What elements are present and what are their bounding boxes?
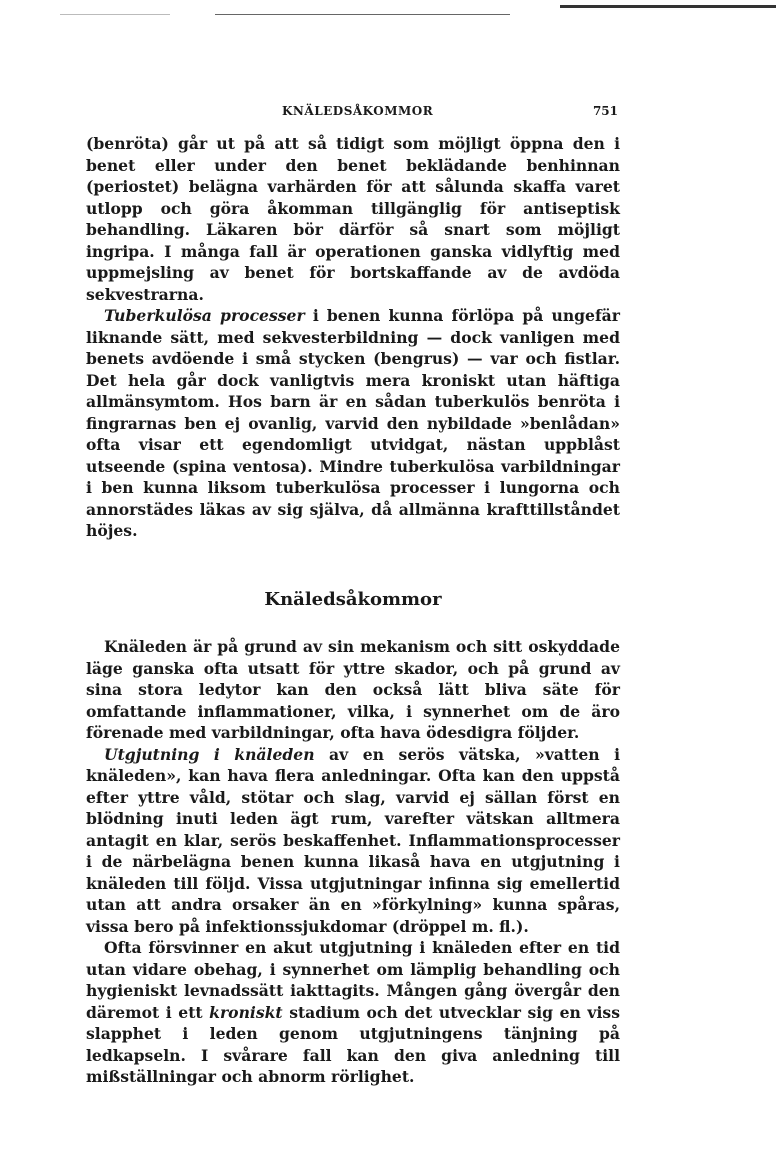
scan-artifact-line <box>560 5 776 8</box>
italic-term: kroniskt <box>209 1002 283 1022</box>
paragraph-text: Knäleden är på grund av sin mekanism och sitt oskyddade läge ganska ofta utsatt för yttre skador, och på grund av sina stora ledytor kan den också lätt bliva säte för omfattande inflammationer, vilka, i synnerhet om de äro förenade med varbildningar, ofta hava ödesdigra följder. <box>86 637 620 742</box>
section-heading: Knäledsåkommor <box>264 588 442 610</box>
paragraph-knaleden-intro <box>86 636 620 744</box>
paragraph-text: i benen kunna förlöpa på ungefär liknande sätt, med sekvesterbildning — dock vanligen med benets avdöende i små stycken (bengrus) — var och fistlar. Det hela går dock vanligtvis mera kroniskt utan häftiga allmänsymtom. Hos barn är en sådan tuberkulös benröta i fingrarnas ben ej ovanlig, varvid den nybildade »benlådan» ofta visar ett egendomligt utvidgat, nästan uppblåst utseende (spina ventosa). Mindre tuberkulösa varbildningar i ben kunna liksom tuberkulösa processer i lungorna och annorstädes läkas av sig själva, då allmänna krafttillståndet höjes. <box>86 306 621 540</box>
scan-artifact-line <box>60 14 170 15</box>
paragraph-text: Ofta försvinner en akut utgjutning i knäleden efter en tid utan vidare obehag, i synnerhet om lämplig behandling och hygieniskt levnadssätt iakttagits. Mången gång övergår den däremot i ett <box>86 938 620 1022</box>
paragraph-text: (benröta) går ut på att så tidigt som möjligt öppna den i benet eller under den benet beklädande benhinnan (periostet) belägna varhärden för att sålunda skaffa varet utlopp och göra åkomman tillgänglig för antiseptisk behandling. Läkaren bör därför så snart som möjligt ingripa. I många fall är operationen ganska vidlyftig med uppmejsling av benet för bortskaffande av de avdöda sekvestrarna. <box>86 134 620 304</box>
paragraph-utgjutning <box>86 744 620 938</box>
paragraph-kroniskt <box>86 937 620 1088</box>
paragraph-text: av en serös vätska, »vatten i knäleden», kan hava flera anledningar. Ofta kan den uppstå efter yttre våld, stötar och slag, varvid ej sällan först en blödning inuti leden ägt rum, varefter vätskan alltmera antagit en klar, serös beskaffenhet. Inflammationsprocesser i de närbelägna benen kunna likaså hava en utgjutning i knäleden till följd. Vissa utgjutningar infinna sig emellertid utan att andra orsaker än en »förkylning» kunna spåras, vissa bero på infektionssjukdomar (dröppel m. fl.). <box>86 744 620 936</box>
scan-artifact-line <box>215 14 510 15</box>
page-body <box>86 133 620 1088</box>
page-header <box>86 104 618 124</box>
page-number: 751 <box>592 104 618 118</box>
paragraph-text: stadium och det utvecklar sig en viss slapphet i leden genom utgjutningens tänjning på ledkapseln. I svårare fall kan den giva anledning till mißställningar och abnorm rörlighet. <box>86 1002 620 1086</box>
italic-term: Utgjutning i knäleden <box>104 744 315 764</box>
italic-term: Tuberkulösa processer <box>104 306 305 325</box>
paragraph-benrota-continuation <box>86 133 620 305</box>
running-head: KNÄLEDSÅKOMMOR <box>282 104 434 118</box>
paragraph-tuberkulosa-processer <box>86 305 620 542</box>
